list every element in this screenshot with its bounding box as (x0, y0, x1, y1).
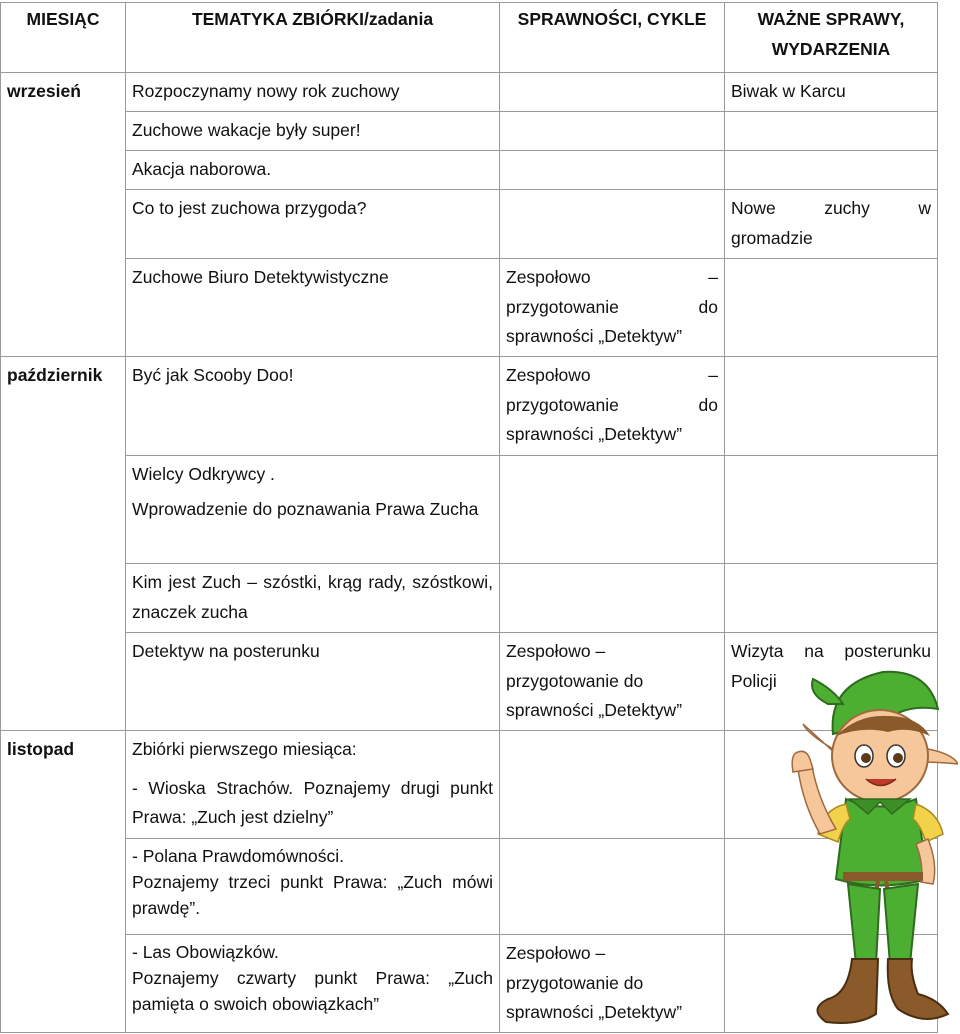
badge-cell (500, 190, 725, 259)
event-cell (725, 357, 938, 456)
badge-cell (500, 633, 725, 731)
table-row (1, 259, 938, 357)
month-cell-continued (1, 935, 126, 1033)
table-row (1, 73, 938, 112)
badge-text: – (708, 267, 718, 287)
event-cell (725, 112, 938, 151)
event-text: Nowe (731, 198, 776, 218)
event-cell: Wizyta na posterunku Policji (725, 633, 938, 731)
event-cell (725, 259, 938, 357)
topic-text: Poznajemy czwarty punkt Prawa: „Zuch pamięta o swoich obowiązkach” (132, 968, 493, 1014)
badge-text: Zespołowo – (506, 641, 606, 661)
topic-cell: Zuchowe wakacje były super! (126, 112, 500, 151)
topic-cell (126, 456, 500, 564)
badge-text: przygotowanie (506, 394, 619, 415)
badge-text: sprawności „Detektyw” (506, 424, 683, 444)
event-text: gromadzie (731, 227, 813, 248)
topic-text: Wprowadzenie do poznawania Prawa Zucha (132, 498, 479, 519)
table-row (1, 190, 938, 259)
topic-cell (126, 731, 500, 839)
table-row (1, 456, 938, 564)
elf-scout-mascot-icon (788, 664, 958, 1034)
month-cell-continued (1, 190, 126, 259)
table-row (1, 112, 938, 151)
badge-text: – (708, 365, 718, 385)
topic-text: - Polana Prawdomówności. (132, 846, 345, 866)
header-month: MIESIĄC (1, 3, 126, 73)
topic-cell: Kim jest Zuch – szóstki, krąg rady, szóstkowi, znaczek zucha (126, 564, 500, 633)
badge-text: Zespołowo (506, 267, 591, 287)
badge-cell (500, 456, 725, 564)
badge-cell (500, 357, 725, 456)
topic-text: - Las Obowiązków. (132, 942, 279, 962)
topic-text: Zbiórki pierwszego miesiąca: (132, 739, 357, 759)
topic-text: Wielcy Odkrywcy . (132, 464, 275, 484)
badge-cell (500, 731, 725, 839)
topic-cell: Rozpoczynamy nowy rok zuchowy (126, 73, 500, 112)
table-row (1, 151, 938, 190)
month-cell-continued (1, 112, 126, 151)
badge-text: przygotowanie do (506, 972, 644, 993)
topic-cell: Akacja naborowa. (126, 151, 500, 190)
badge-text: Zespołowo – (506, 943, 606, 963)
header-badges: SPRAWNOŚCI, CYKLE (500, 3, 725, 73)
badge-cell (500, 839, 725, 935)
topic-cell (126, 935, 500, 1033)
badge-text: przygotowanie do (506, 670, 644, 691)
table-row (1, 357, 938, 456)
badge-cell (500, 73, 725, 112)
badge-text: sprawności „Detektyw” (506, 1002, 683, 1022)
event-text: zuchy (824, 198, 870, 218)
topic-text: Poznajemy trzeci punkt Prawa: „Zuch mówi prawdę”. (132, 872, 493, 918)
badge-cell (500, 112, 725, 151)
event-cell (725, 456, 938, 564)
header-row (1, 3, 938, 73)
topic-cell: Detektyw na posterunku (126, 633, 500, 731)
topic-text: - Wioska Strachów. Poznajemy drugi punkt Prawa: „Zuch jest dzielny” (132, 777, 493, 827)
topic-cell (126, 839, 500, 935)
month-cell-october: październik (1, 357, 126, 456)
badge-text: do (698, 394, 718, 415)
topic-cell: Zuchowe Biuro Detektywistyczne (126, 259, 500, 357)
badge-cell (500, 259, 725, 357)
badge-cell (500, 151, 725, 190)
month-cell-november: listopad (1, 731, 126, 839)
badge-text: Zespołowo (506, 365, 591, 385)
badge-text: przygotowanie (506, 296, 619, 317)
event-cell (725, 564, 938, 633)
topic-cell: Być jak Scooby Doo! (126, 357, 500, 456)
month-cell-continued (1, 564, 126, 633)
badge-cell (500, 564, 725, 633)
badge-cell (500, 935, 725, 1033)
month-cell-continued (1, 259, 126, 357)
topic-cell: Co to jest zuchowa przygoda? (126, 190, 500, 259)
header-topic: TEMATYKA ZBIÓRKI/zadania (126, 3, 500, 73)
month-cell-continued (1, 633, 126, 731)
event-cell (725, 151, 938, 190)
header-events: WAŻNE SPRAWY, WYDARZENIA (725, 3, 938, 73)
event-cell: Biwak w Karcu (725, 73, 938, 112)
table-row (1, 564, 938, 633)
badge-text: do (698, 296, 718, 317)
month-cell-continued (1, 839, 126, 935)
month-cell-continued (1, 151, 126, 190)
badge-text: sprawności „Detektyw” (506, 326, 683, 346)
month-cell-september: wrzesień (1, 73, 126, 112)
event-cell (725, 190, 938, 259)
badge-text: sprawności „Detektyw” (506, 700, 683, 720)
event-text: w (918, 198, 931, 218)
month-cell-continued (1, 456, 126, 564)
